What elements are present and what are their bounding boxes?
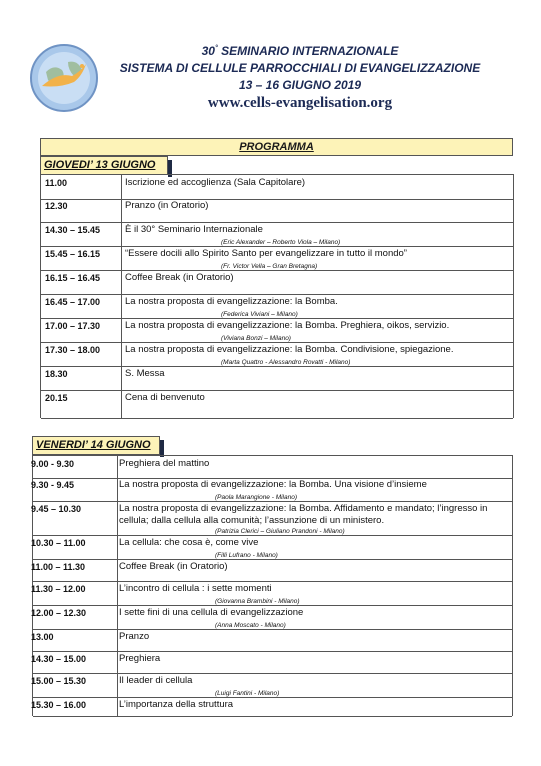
- schedule-row: [33, 697, 512, 717]
- speaker-note: (Anna Moscato - Milano): [215, 622, 286, 629]
- time-cell: 18.30: [45, 369, 68, 379]
- activity-cell: Pranzo: [119, 631, 150, 642]
- programma-bar: [40, 138, 513, 156]
- degree-sign: °: [214, 45, 218, 52]
- speaker-note: (Viviana Bonzi – Milano): [221, 335, 291, 342]
- column-divider: [117, 673, 118, 697]
- seminar-subtitle: SISTEMA DI CELLULE PARROCCHIALI DI EVANGELIZZAZIONE: [119, 61, 481, 75]
- time-cell: 20.15: [45, 393, 68, 403]
- activity-cell: Cena di benvenuto: [125, 392, 205, 403]
- activity-cell: La nostra proposta di evangelizzazione: la Bomba. Condivisione, spiegazione.: [125, 344, 454, 355]
- column-divider: [121, 222, 122, 246]
- column-divider: [121, 270, 122, 294]
- activity-cell: La nostra proposta di evangelizzazione: la Bomba. Una visione d’insieme: [119, 479, 427, 490]
- schedule-row: [41, 318, 513, 343]
- website-link[interactable]: www.cells-evangelisation.org: [207, 95, 393, 111]
- time-cell: 12.00 – 12.30: [31, 608, 87, 618]
- column-divider: [121, 175, 122, 199]
- time-cell: 13.00: [31, 632, 54, 642]
- speaker-note: (Filli Lufrano - Milano): [215, 552, 278, 559]
- time-cell: 11.00: [45, 178, 68, 188]
- speaker-note: (Federica Viviani – Milano): [221, 311, 298, 318]
- schedule-table-venerdi: [32, 455, 513, 716]
- day-header-venerdi: [32, 436, 160, 455]
- column-divider: [117, 477, 118, 501]
- speaker-note: (Patrizia Clerici – Giuliano Prandoni - Milano): [215, 528, 345, 535]
- speaker-note: (Giovanna Brambini - Milano): [215, 598, 300, 605]
- schedule-row: [41, 174, 513, 200]
- column-divider: [117, 605, 118, 629]
- schedule-row: [41, 246, 513, 271]
- speaker-note: (Luigi Fantini - Milano): [215, 690, 280, 697]
- globe-dove-logo: [28, 42, 100, 114]
- speaker-note: (Eric Alexander – Roberto Viola – Milano): [221, 239, 341, 246]
- schedule-row: [41, 294, 513, 319]
- schedule-row: [41, 390, 513, 419]
- activity-cell: I sette fini di una cellula di evangelizzazione: [119, 607, 304, 618]
- activity-cell: L’importanza della struttura: [119, 699, 234, 710]
- column-divider: [117, 456, 118, 478]
- activity-cell: Coffee Break (in Oratorio): [119, 561, 228, 572]
- time-cell: 15.30 – 16.00: [31, 700, 87, 710]
- speaker-note: (Fr. Victor Vella – Gran Bretagna): [221, 263, 318, 270]
- schedule-row: [33, 651, 512, 674]
- column-divider: [117, 559, 118, 581]
- schedule-row: [33, 605, 512, 630]
- activity-cell: “Essere docili allo Spirito Santo per evangelizzare in tutto il mondo”: [125, 248, 407, 259]
- activity-cell: S. Messa: [125, 368, 165, 379]
- speaker-note: (Paola Marangione - Milano): [215, 494, 298, 501]
- activity-cell: È il 30° Seminario Internazionale: [125, 224, 263, 235]
- time-cell: 17.30 – 18.00: [45, 345, 101, 355]
- activity-cell: Coffee Break (in Oratorio): [125, 272, 234, 283]
- time-cell: 10.30 – 11.00: [31, 538, 86, 548]
- time-cell: 16.45 – 17.00: [45, 297, 101, 307]
- column-divider: [117, 651, 118, 673]
- schedule-row: [41, 270, 513, 295]
- column-divider: [117, 581, 118, 605]
- column-divider: [121, 198, 122, 222]
- time-cell: 12.30: [45, 201, 68, 211]
- speaker-note: (Marta Quattro - Alessandro Rovatti - Milano): [221, 359, 351, 366]
- seminar-number: 30: [201, 44, 215, 58]
- schedule-row: [33, 477, 512, 502]
- time-cell: 16.15 – 16.45: [45, 273, 101, 283]
- schedule-row: [33, 629, 512, 652]
- activity-cell: La nostra proposta di evangelizzazione: la Bomba.: [125, 296, 338, 307]
- activity-cell: L’incontro di cellula : i sette momenti: [119, 583, 272, 594]
- seminar-dates: 13 – 16 GIUGNO 2019: [238, 78, 362, 92]
- column-divider: [121, 342, 122, 366]
- activity-cell: La nostra proposta di evangelizzazione: la Bomba. Affidamento e mandato; l’ingresso in cellula; dalla cellula alla comunità; l’assunzione di un ministero.: [119, 503, 488, 526]
- activity-cell: Pranzo (in Oratorio): [125, 200, 209, 211]
- column-divider: [121, 294, 122, 318]
- activity-cell: Preghiera: [119, 653, 161, 664]
- activity-cell: La cellula: che cosa è, come vive: [119, 537, 259, 548]
- schedule-row: [33, 455, 512, 479]
- column-divider: [121, 390, 122, 418]
- schedule-table-giovedi: [40, 174, 514, 418]
- time-cell: 14.30 – 15.45: [45, 225, 101, 235]
- schedule-row: [41, 366, 513, 391]
- day-title: GIOVEDI’ 13 GIUGNO: [44, 159, 156, 171]
- time-cell: 11.30 – 12.00: [31, 584, 86, 594]
- column-divider: [117, 501, 118, 535]
- programma-label: PROGRAMMA: [239, 141, 314, 153]
- schedule-row: [41, 198, 513, 223]
- day-title: VENERDI’ 14 GIUGNO: [36, 439, 151, 451]
- schedule-row: [33, 501, 512, 536]
- time-cell: 17.00 – 17.30: [45, 321, 101, 331]
- time-cell: 9.45 – 10.30: [31, 504, 82, 514]
- day-header-giovedi: [40, 156, 168, 175]
- time-cell: 9.00 - 9.30: [31, 459, 75, 469]
- time-cell: 15.00 – 15.30: [31, 676, 87, 686]
- seminar-title-text: SEMINARIO INTERNAZIONALE: [217, 44, 399, 58]
- time-cell: 14.30 – 15.00: [31, 654, 87, 664]
- activity-cell: Il leader di cellula: [119, 675, 193, 686]
- schedule-row: [33, 559, 512, 582]
- time-cell: 9.30 - 9.45: [31, 480, 75, 490]
- schedule-row: [41, 222, 513, 247]
- column-divider: [117, 629, 118, 651]
- seminar-title: [100, 44, 500, 58]
- activity-cell: La nostra proposta di evangelizzazione: la Bomba. Preghiera, oikos, servizio.: [125, 320, 450, 331]
- column-divider: [117, 535, 118, 559]
- schedule-row: [33, 535, 512, 560]
- schedule-row: [33, 581, 512, 606]
- activity-cell: Iscrizione ed accoglienza (Sala Capitolare): [125, 177, 306, 188]
- column-divider: [121, 318, 122, 342]
- column-divider: [117, 697, 118, 716]
- time-cell: 11.00 – 11.30: [31, 562, 86, 572]
- column-divider: [121, 246, 122, 270]
- activity-cell: Preghiera del mattino: [119, 458, 210, 469]
- schedule-row: [33, 673, 512, 698]
- column-divider: [121, 366, 122, 390]
- time-cell: 15.45 – 16.15: [45, 249, 101, 259]
- schedule-row: [41, 342, 513, 367]
